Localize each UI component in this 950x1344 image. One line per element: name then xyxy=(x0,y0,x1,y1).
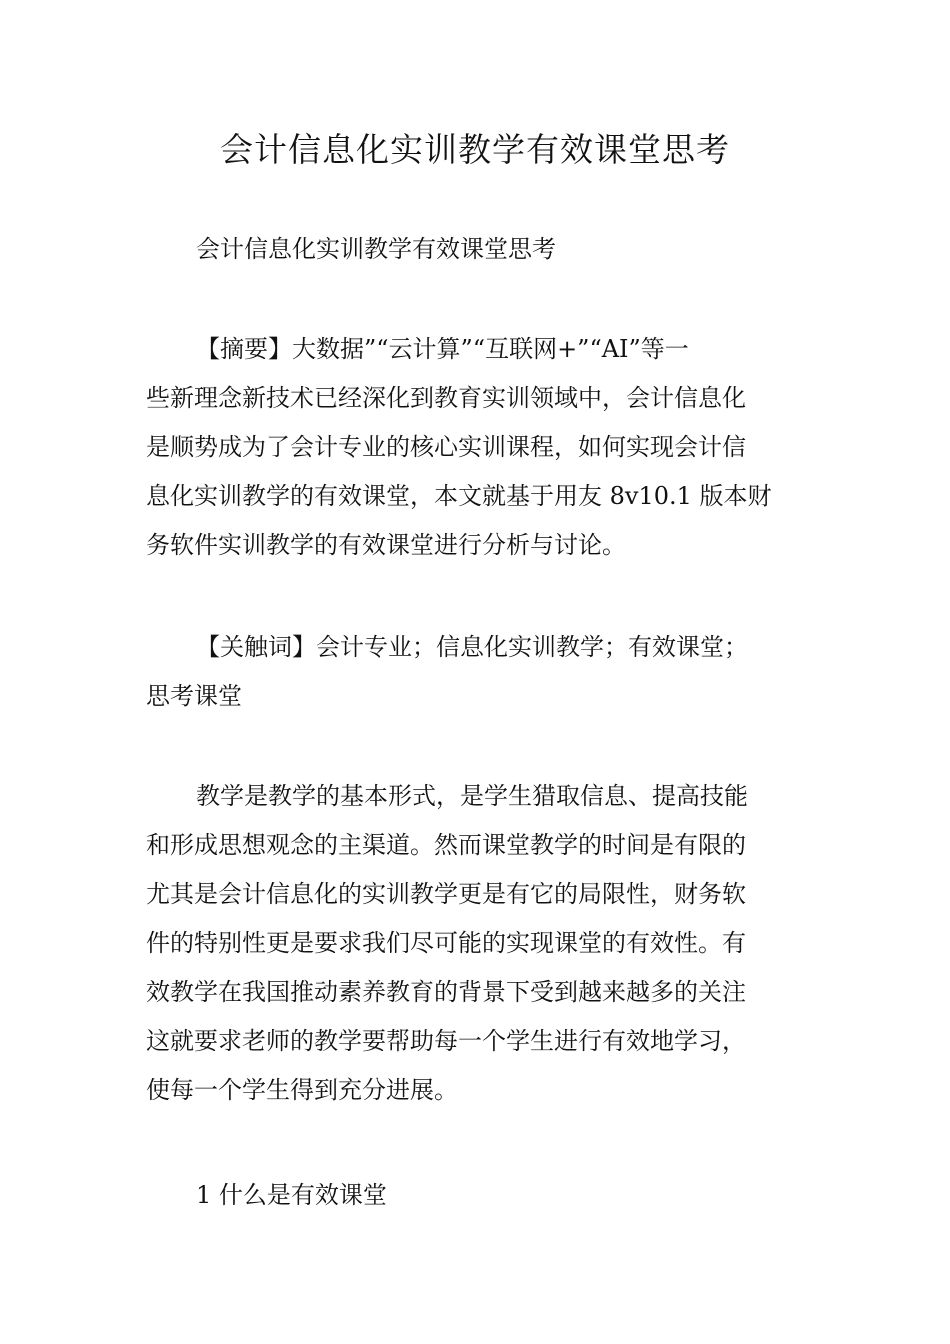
subtitle-block xyxy=(146,225,808,274)
abstract-line: 息化实训教学的有效课堂，本文就基于用友 8v10.1 版本财 xyxy=(146,482,772,510)
section-heading: 1 什么是有效课堂 xyxy=(196,1181,387,1209)
document-title: 会计信息化实训教学有效课堂思考 xyxy=(220,130,730,169)
abstract-line: 些新理念新技术已经深化到教育实训领域中，会计信息化 xyxy=(146,384,746,412)
intro-line: 尤其是会计信息化的实训教学更是有它的局限性，财务软 xyxy=(146,880,746,908)
intro-line: 教学是教学的基本形式，是学生猎取信息、提高技能 xyxy=(196,782,748,810)
intro-line: 和形成思想观念的主渠道。然而课堂教学的时间是有限的 xyxy=(146,831,746,859)
keywords-paragraph xyxy=(146,623,808,721)
intro-paragraph xyxy=(146,772,808,1115)
intro-line: 件的特别性更是要求我们尽可能的实现课堂的有效性。有 xyxy=(146,929,746,957)
intro-line: 这就要求老师的教学要帮助每一个学生进行有效地学习， xyxy=(146,1027,746,1055)
keywords-line: 思考课堂 xyxy=(146,682,242,710)
intro-line: 使每一个学生得到充分进展。 xyxy=(146,1076,458,1104)
section-heading-block xyxy=(146,1171,808,1220)
intro-line: 效教学在我国推动素养教育的背景下受到越来越多的关注 xyxy=(146,978,746,1006)
abstract-line: 是顺势成为了会计专业的核心实训课程，如何实现会计信 xyxy=(146,433,746,461)
abstract-line: 务软件实训教学的有效课堂进行分析与讨论。 xyxy=(146,531,626,559)
abstract-paragraph xyxy=(146,325,808,570)
abstract-line: 【摘要】大数据”“云计算”“互联网+”“AI”等一 xyxy=(196,335,689,363)
subtitle-text: 会计信息化实训教学有效课堂思考 xyxy=(196,235,556,263)
keywords-line: 【关触词】会计专业；信息化实训教学；有效课堂； xyxy=(196,633,748,661)
